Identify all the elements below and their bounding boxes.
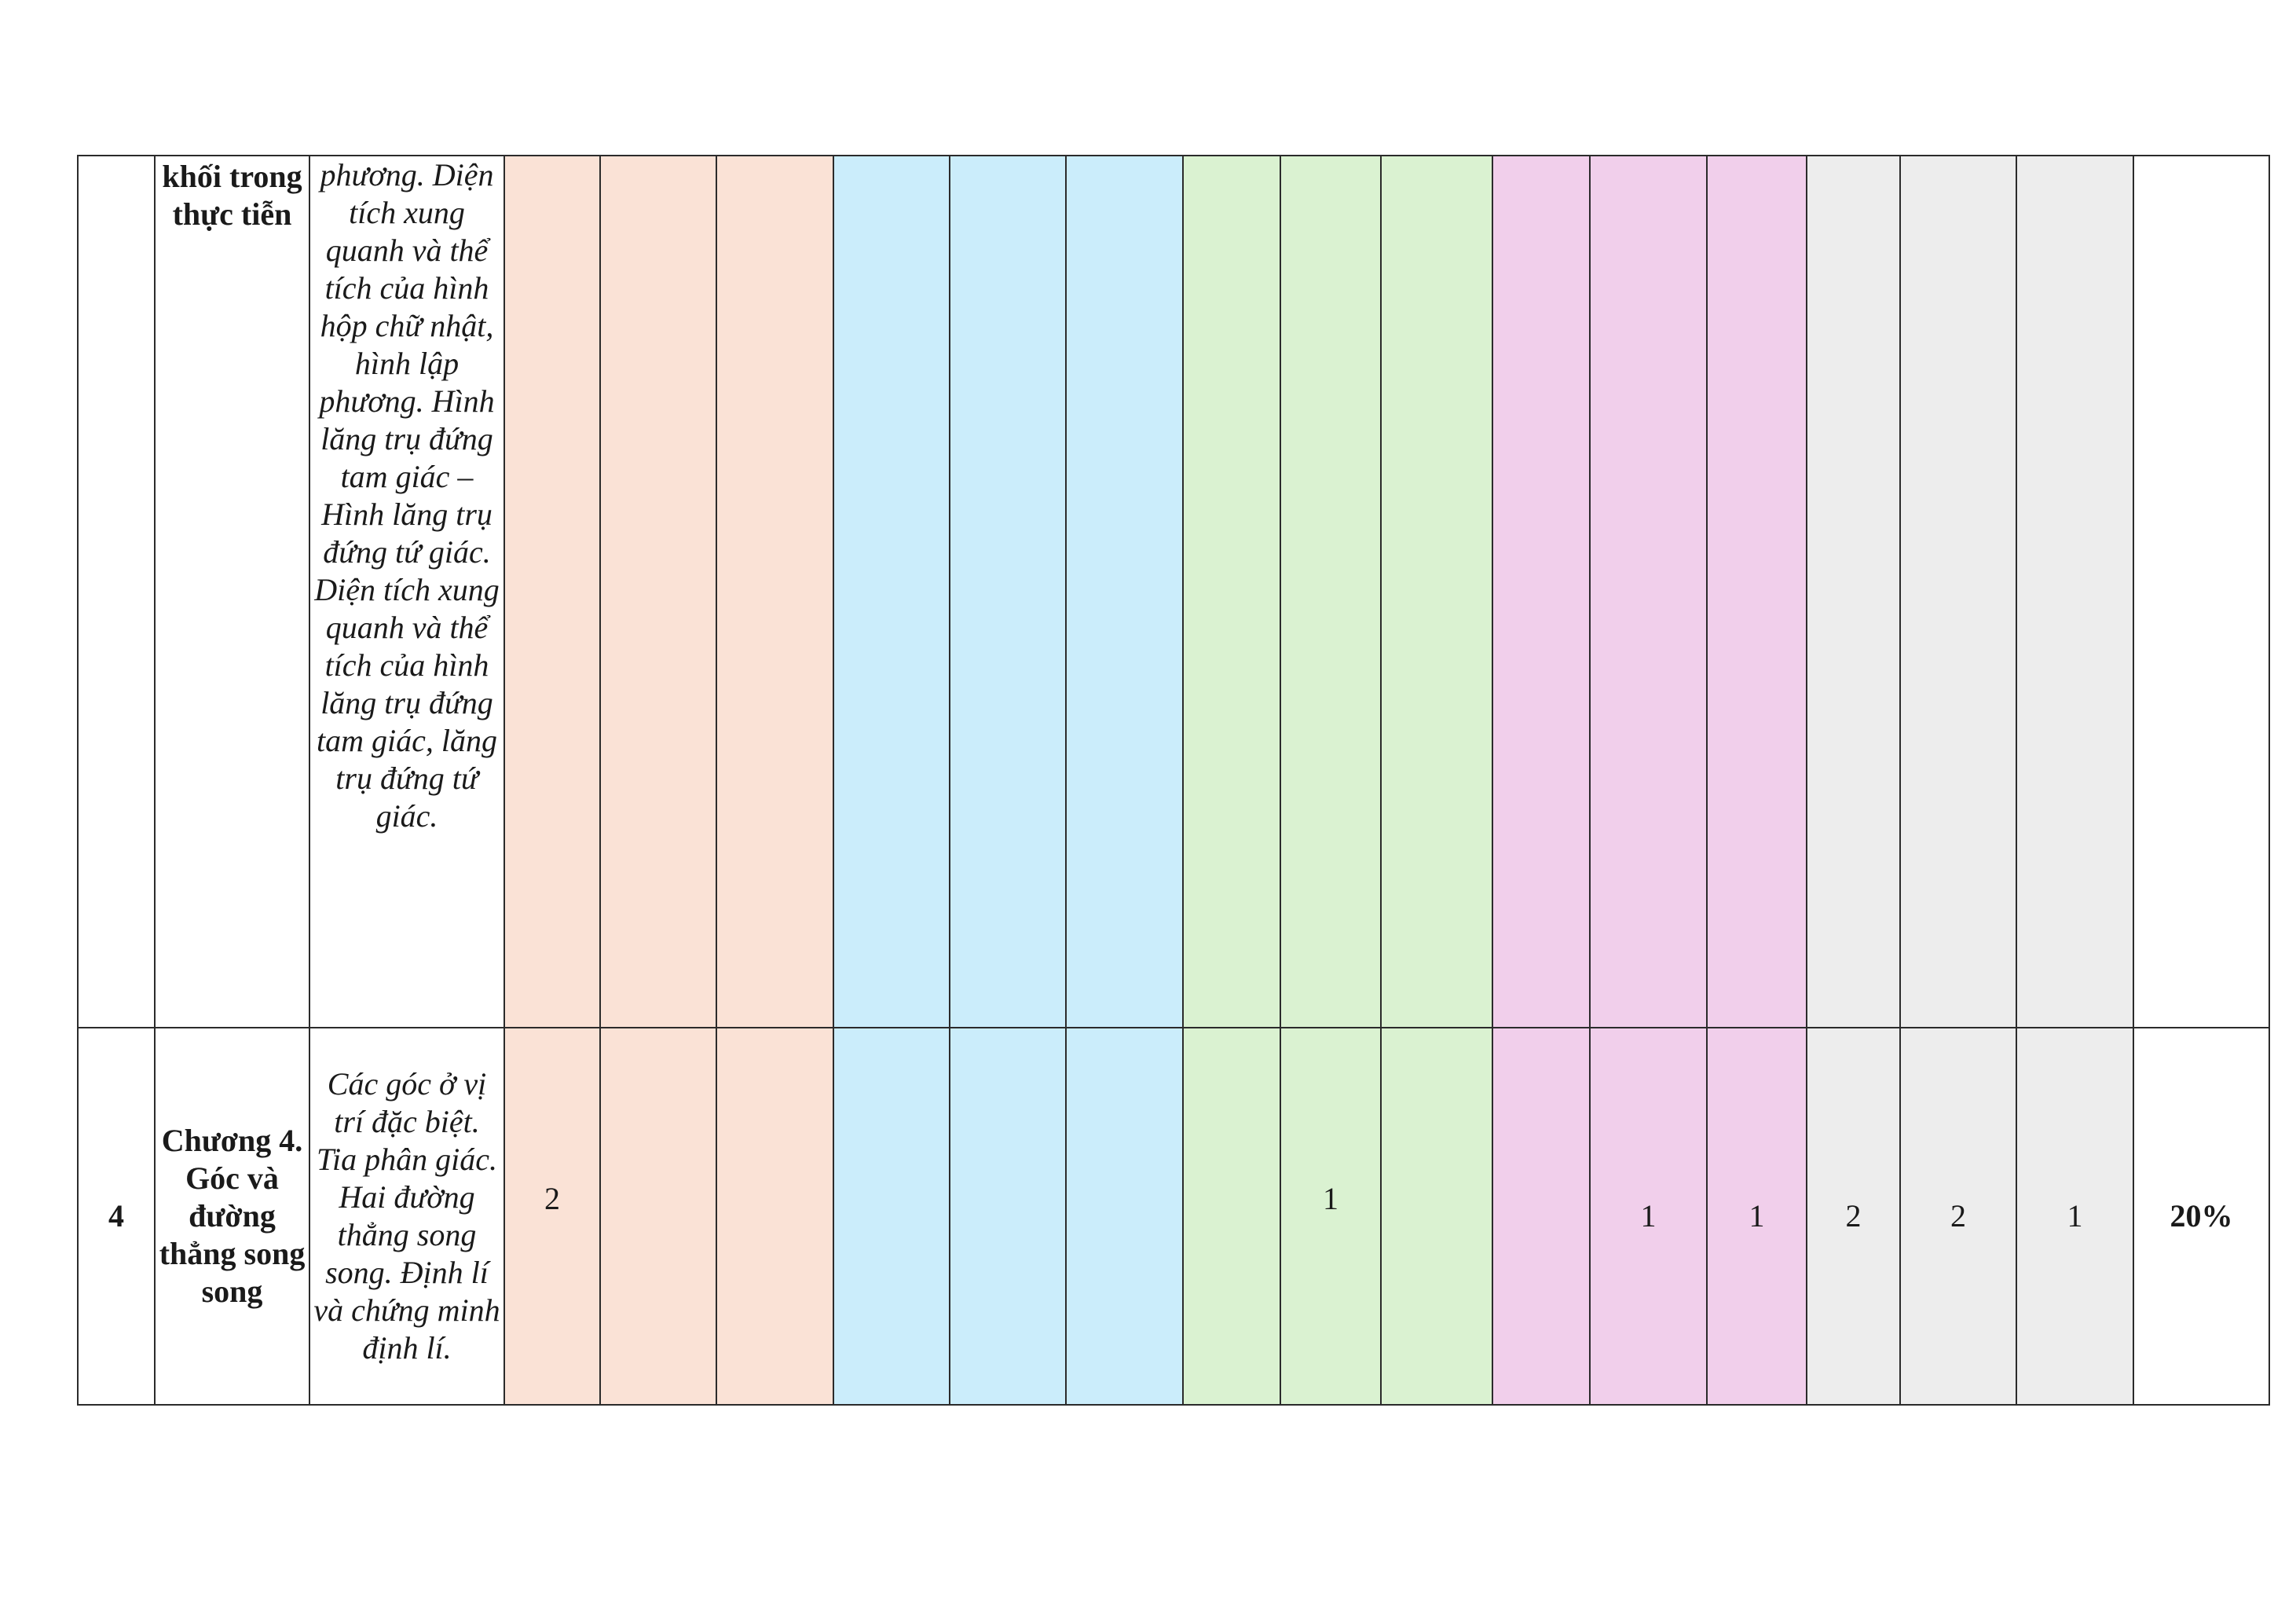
- level-cell: [600, 1028, 716, 1405]
- cell-value: 2: [544, 1181, 560, 1216]
- level-cell: [1066, 1028, 1183, 1405]
- total-cell: [1900, 156, 2016, 1028]
- stt-cell: 4: [78, 1028, 155, 1405]
- level-cell: [1707, 156, 1807, 1028]
- assessment-matrix-table: [77, 155, 2270, 1406]
- total-cell: 2: [1900, 1028, 2016, 1405]
- content-cell: [309, 156, 504, 1028]
- level-cell: [1183, 1028, 1280, 1405]
- level-cell: [950, 1028, 1066, 1405]
- chapter-label: Chương 4. Góc và đường thẳng song song: [159, 1123, 306, 1309]
- level-cell: 1: [1590, 1028, 1707, 1405]
- level-cell: [1066, 156, 1183, 1028]
- cell-value: 1: [1323, 1181, 1338, 1216]
- level-cell: [716, 1028, 833, 1405]
- level-cell: [1492, 156, 1590, 1028]
- content-text: phương. Diện tích xung quanh và thể tích của hình hộp chữ nhật, hình lập phương. Hình lăng trụ đứng tam giác – Hình lăng trụ đứng tứ giác. Diện tích xung quanh và thể tích của hình lăng trụ đứng tam giác, lăng trụ đứng tứ giác.: [314, 157, 500, 834]
- table-row: [78, 1028, 2269, 1405]
- percent-cell: 20%: [2133, 1028, 2269, 1405]
- chapter-label: khối trong thực tiễn: [162, 159, 302, 232]
- total-cell: 2: [1807, 1028, 1900, 1405]
- content-cell: [309, 1028, 504, 1405]
- total-cell: [1807, 156, 1900, 1028]
- chapter-cell: [155, 156, 309, 1028]
- level-cell: [1183, 156, 1280, 1028]
- stt-cell: [78, 156, 155, 1028]
- level-cell: [1492, 1028, 1590, 1405]
- level-cell: [1381, 156, 1492, 1028]
- table-row: [78, 156, 2269, 1028]
- level-cell: [833, 156, 950, 1028]
- chapter-cell: [155, 1028, 309, 1405]
- level-cell: [504, 156, 600, 1028]
- level-cell: [600, 156, 716, 1028]
- level-cell: [950, 156, 1066, 1028]
- level-cell: [1590, 156, 1707, 1028]
- level-cell: [1280, 1028, 1381, 1405]
- level-cell: [1280, 156, 1381, 1028]
- level-cell: [1381, 1028, 1492, 1405]
- total-cell: 1: [2016, 1028, 2133, 1405]
- level-cell: [833, 1028, 950, 1405]
- percent-cell: [2133, 156, 2269, 1028]
- level-cell: [504, 1028, 600, 1405]
- level-cell: 1: [1707, 1028, 1807, 1405]
- content-text: Các góc ở vị trí đặc biệt. Tia phân giác. Hai đường thẳng song song. Định lí và chứng minh định lí.: [313, 1066, 500, 1366]
- level-cell: [716, 156, 833, 1028]
- total-cell: [2016, 156, 2133, 1028]
